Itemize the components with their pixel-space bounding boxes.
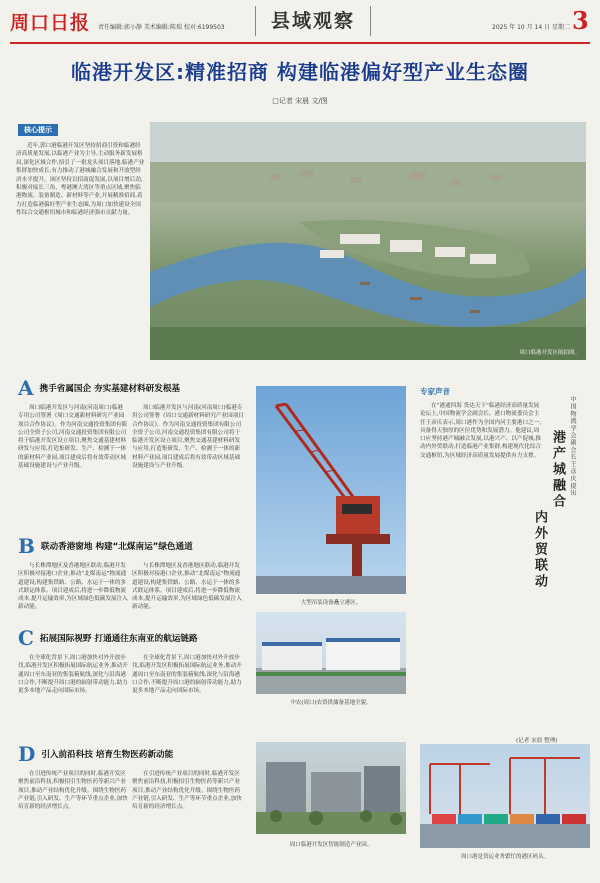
industrial-caption: 周口临港开发区智能制造产业园。 [289, 842, 373, 848]
section-a-head [18, 376, 181, 400]
expert-tag: 专家声音 [420, 387, 450, 396]
crane-illustration [256, 386, 406, 594]
factory-photo [256, 612, 406, 694]
aerial-photo-illustration [150, 122, 586, 360]
section-a-text-col1: 周口临港开发区与河南(河南周口)临港专用公司签署《周口交通新材料研究产业园项目合作协议》。作为河南交通投资集团有限公司全资子公司,河南交通投资集团有限公司将于临港开发区设立项目,聚焦交通基建材料研发与应用,打造集研发、生产、检测于一体的新材料产业园,项目建成后将有效带动区域基础设施建设与产业升级。 [18, 405, 128, 470]
masthead [10, 6, 590, 44]
section-c-title: 拓展国际视野 打通通往东南亚的航运链路 [39, 634, 198, 644]
section-name: 县域观察 [270, 10, 355, 32]
editor-credits: 责任编辑:郭小静 美术编辑:陈瑞 校对:6199503 [98, 24, 225, 31]
newspaper-logo: 周口日报 [10, 12, 91, 34]
section-b-text-col1: 与长株潭地区及香港地区联动,临港开发区积极对接港口企业,推动“北煤南运”物流通道建设,构建集铁路、公路、水运于一体的多式联运体系。项目建成后,将进一步降低物流成本,提升运输效率,为区域绿色低碳发展注入新动能。 [18, 563, 128, 611]
intro-tag: 核心提示 [18, 124, 58, 136]
section-b-head [18, 534, 193, 558]
section-a-title: 携手省属国企 夯实基建材料研发根基 [39, 384, 181, 394]
byline: □记者 宋晨 文/图 [272, 97, 328, 105]
section-c-text-col2: 在全球化背景下,周口港加快对外开放步伐,临港开发区积极拓展国际航运业务,推动开通周口至东南亚的集装箱航线,深化与沿海港口合作,不断提升周口港的辐射带动能力,助力更多本地产品走向国际市场。 [132, 655, 242, 695]
port-caption: 周口港是货运业务繁忙的港区码头。 [460, 854, 549, 860]
crane-caption: 大型吊装设备矗立港区。 [300, 600, 362, 606]
section-d-text-col2: 在引进传统产业项目的同时,临港开发区聚焦前沿科技,积极招引生物医药等新兴产业项目,推动产业结构优化升级。围绕生物医药产业链,引入研发、生产等环节重点企业,加快培育新的经济增长点。 [132, 771, 242, 811]
main-headline: 临港开发区:精准招商 构建临港偏好型产业生态圈 [71, 60, 529, 84]
section-box [255, 6, 371, 36]
expert-reporter: (记者 宋晨 整理) [516, 738, 558, 744]
industrial-illustration [256, 742, 406, 834]
expert-title-line2: 内外贸联动 [532, 510, 547, 590]
section-a-letter: A [18, 376, 34, 400]
factory-caption: 中农(周口)农资供储备基地全貌。 [290, 700, 372, 706]
section-c-text-col1: 在全球化背景下,周口港加快对外开放步伐,临港开发区积极拓展国际航运业务,推动开通周口至东南亚的集装箱航线,深化与沿海港口合作,不断提升周口港的辐射带动能力,助力更多本地产品走向国际市场。 [18, 655, 128, 695]
section-b-title: 联动香港窗地 构建“北煤南运”绿色通道 [40, 542, 193, 552]
section-b-text-col2: 与长株潭地区及香港地区联动,临港开发区积极对接港口企业,推动“北煤南运”物流通道建设,构建集铁路、公路、水运于一体的多式联运体系。项目建成后,将进一步降低物流成本,提升运输效率,为区域绿色低碳发展注入新动能。 [132, 563, 242, 611]
intro-text: 近年,郭口港临港开发区坚持招商引资和临港经济高质量发展,以临港产业为主导,主动服务新发展格局,深化区域合作,招引了一批龙头项目落地,临港产业集群加快成长,有力推动了港城融合发展和开放型经济水平提升。该区坚持以招商促发展,以项目增后劲,积极对接长三角、粤港澳大湾区等重点区域,聚焦临港物流、装备制造、新材料等产业,开展精准招商,着力打造临港偏好型产业生态圈,为周口加快建设全国性综合交通枢纽城市和临港经济强市贡献力量。 [16, 143, 145, 217]
section-b-letter: B [18, 534, 35, 558]
expert-subtitle: 中国物流学会副会长王彦庆提出 [569, 396, 576, 497]
expert-text: 在“港通四海 货达天下”临港经济高质量发展论坛上,中国物流学会副会长、港口物流委员会主任王彦庆表示,周口港作为全国内河主要港口之一,具备得天独厚的区位优势和发展潜力。他建议,周口应坚持港产城融合发展,以港兴产、以产促城,推动内外贸联动,打造临港产业集群,构建现代化综合交通枢纽,为区域经济高质量发展提供有力支撑。 [420, 403, 542, 459]
crane-photo [256, 386, 406, 594]
section-d-letter: D [18, 742, 36, 766]
section-a-text-col2: 周口临港开发区与河南(河南周口)临港专用公司签署《周口交通新材料研究产业园项目合作协议》。作为河南交通投资集团有限公司全资子公司,河南交通投资集团有限公司将于临港开发区设立项目,聚焦交通基建材料研发与应用,打造集研发、生产、检测于一体的新材料产业园,项目建成后将有效带动区域基础设施建设与产业升级。 [132, 405, 244, 470]
factory-illustration [256, 612, 406, 694]
section-c-letter: C [18, 626, 34, 650]
aerial-caption: 周口临港开发区航拍图。 [519, 350, 580, 356]
expert-title-line1: 港产城融合 [550, 430, 565, 510]
section-c-head [18, 626, 198, 650]
section-d-title: 引入前沿科技 培育生物医药新动能 [41, 750, 174, 760]
port-illustration [420, 744, 590, 848]
issue-date: 2025 年 10 月 14 日 星期二 [492, 24, 570, 31]
page-number: 3 [572, 6, 589, 35]
aerial-photo [150, 122, 586, 360]
section-d-text-col1: 在引进传统产业项目的同时,临港开发区聚焦前沿科技,积极招引生物医药等新兴产业项目,推动产业结构优化升级。围绕生物医药产业链,引入研发、生产等环节重点企业,加快培育新的经济增长点。 [18, 771, 128, 811]
port-photo [420, 744, 590, 848]
industrial-photo [256, 742, 406, 834]
section-d-head [18, 742, 174, 766]
